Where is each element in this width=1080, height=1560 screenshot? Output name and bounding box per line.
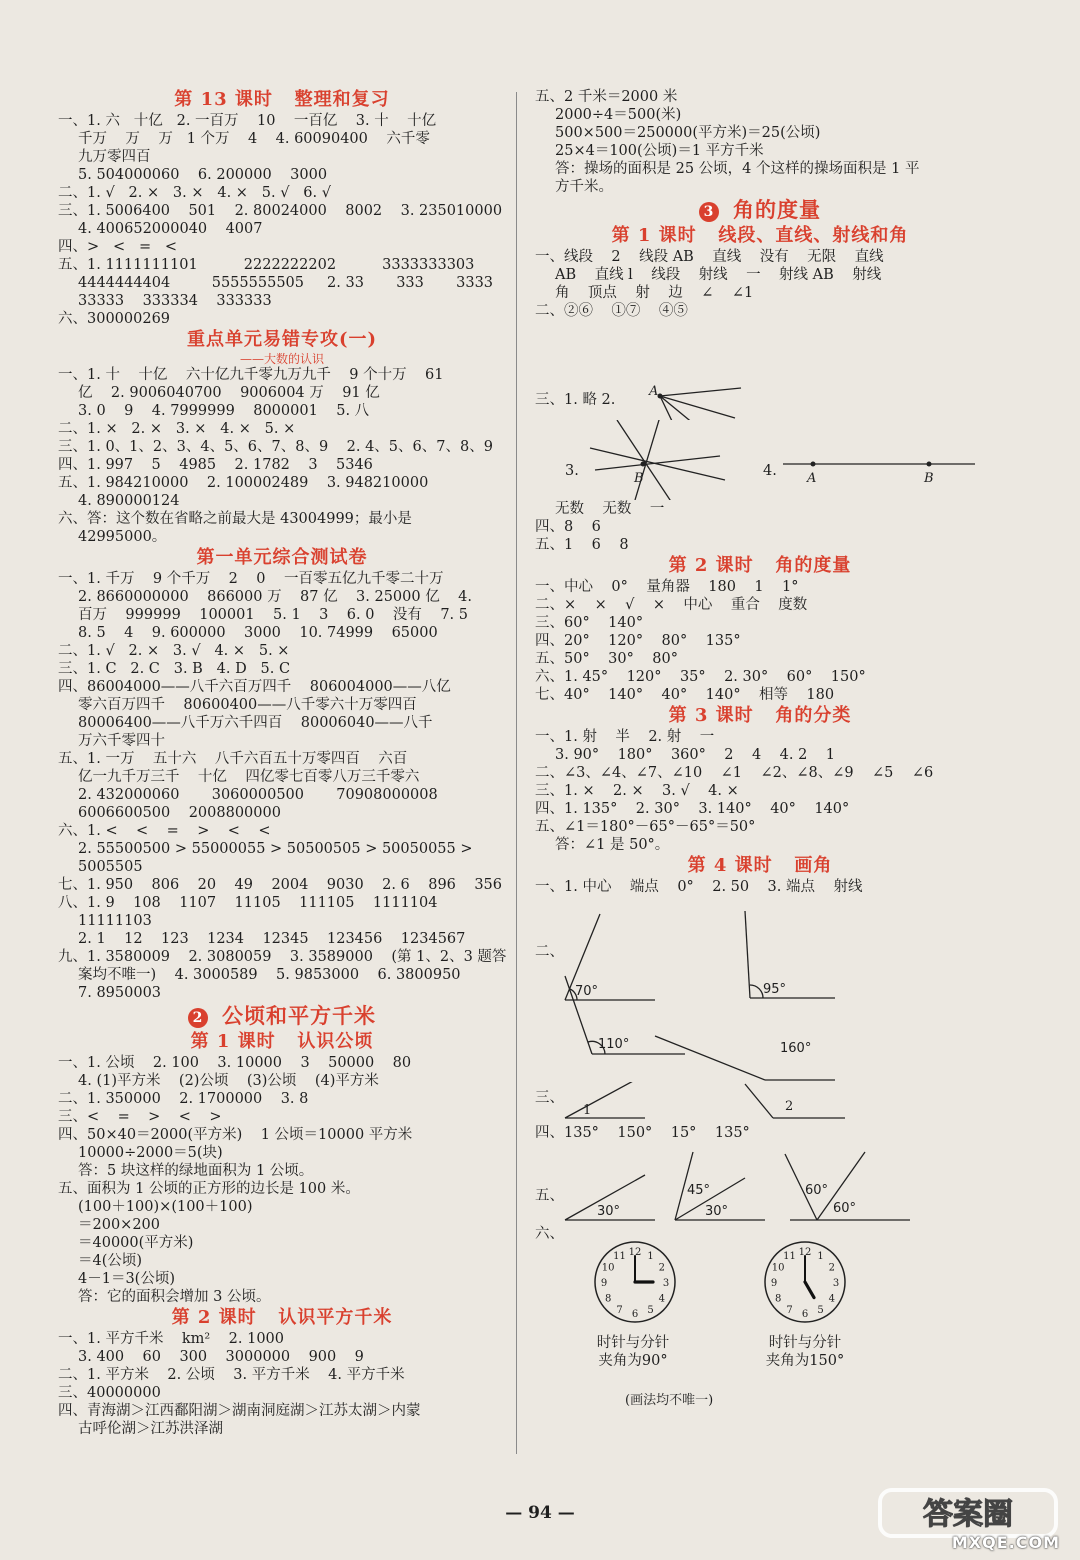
figure-rays-a: [535, 320, 985, 420]
answer-line: 一、1. 公顷 2. 100 3. 10000 3 50000 80: [58, 1055, 412, 1071]
answer-line: 万六千零四十: [78, 733, 165, 749]
clock1-caption-1: 时针与分针: [596, 1335, 670, 1351]
clock-number: 4: [828, 1293, 836, 1305]
answer-line: 五、50° 30° 80°: [535, 651, 678, 667]
clock-number: 12: [628, 1247, 642, 1258]
answer-line: 10000÷2000＝5(块): [78, 1145, 223, 1161]
watermark-url: MXQE.COM: [951, 1533, 1060, 1552]
clock-hand: [805, 1282, 814, 1298]
draw4-line: 四、135° 150° 15° 135°: [535, 1125, 750, 1141]
answer-line: 一、线段 2 线段 AB 直线 没有 无限 直线: [535, 249, 884, 265]
lines-through-b: [590, 420, 725, 500]
clock-number: 6: [631, 1309, 639, 1320]
clock-number: 7: [786, 1304, 793, 1316]
answer-line: 五、面积为 1 公顷的正方形的边长是 100 米。: [58, 1181, 360, 1197]
answer-line: 五、1. 1111111101 2222222202 3333333303: [58, 257, 475, 273]
clock-number: 9: [600, 1278, 608, 1289]
draw3-label: 三、: [535, 1090, 564, 1106]
answer-line: 答：∠1 是 50°。: [555, 837, 670, 853]
clock-number: 1: [647, 1251, 654, 1263]
answer-line: 4－1＝3(公顷): [78, 1271, 175, 1287]
answer-line: 案均不唯一) 4. 3000589 5. 9853000 6. 3800950: [78, 967, 461, 983]
watermark-logo-text: 答案圈: [923, 1497, 1013, 1532]
unit-title: 公顷和平方千米: [222, 1003, 376, 1028]
answer-line: 七、1. 950 806 20 49 2004 9030 2. 6 896 356: [58, 877, 503, 893]
section-heading: 第 1 课时 线段、直线、射线和角: [611, 225, 909, 246]
figure-rays-b: [535, 420, 985, 500]
answer-line: 六、1. 45° 120° 35° 2. 30° 60° 150°: [535, 669, 866, 685]
answer-line: 一、1. 六 十亿 2. 一百万 10 一百亿 3. 十 十亿: [58, 113, 437, 129]
answer-line: 4444444404 5555555505 2. 33 333 3333: [78, 275, 494, 291]
answer-line: AB 直线 l 线段 射线 一 射线 AB 射线: [555, 267, 882, 283]
unit-title: 角的度量: [733, 197, 821, 222]
section-heading: 第一单元综合测试卷: [196, 547, 368, 568]
answer-line: 三、40000000: [58, 1385, 161, 1401]
point-b-label: B: [634, 471, 644, 486]
answer-line: 百万 999999 100001 5. 1 3 6. 0 没有 7. 5: [78, 607, 468, 623]
answer-line: 二、②⑥ ①⑦ ④⑤: [535, 303, 688, 319]
clock-number: 3: [662, 1278, 670, 1289]
figure-draw3: [535, 1082, 985, 1124]
answer-line: 二、1. √ 2. × 3. √ 4. × 5. ×: [58, 643, 290, 659]
answer-line: 无数 无数 一: [555, 501, 665, 517]
answer-line: 四、50×40＝2000(平方米) 1 公顷＝10000 平方米: [58, 1127, 413, 1143]
answer-line: 角 顶点 射 边 ∠ ∠1: [555, 285, 754, 301]
q3b-label: 3.: [565, 463, 579, 479]
answer-line: (100＋100)×(100＋100): [78, 1199, 253, 1215]
answer-line: 500×500＝250000(平方米)＝25(公顷): [555, 125, 821, 141]
answer-line: 五、1. 984210000 2. 100002489 3. 948210000: [58, 475, 429, 491]
clock-number: 3: [832, 1278, 840, 1289]
figure-draw5: [535, 1150, 985, 1224]
answer-line: ＝40000(平方米): [78, 1235, 194, 1251]
answer-line: 4. (1)平方米 (2)公顷 (3)公顷 (4)平方米: [78, 1073, 379, 1089]
answer-line: 2. 432000060 3060000500 70908000008: [78, 787, 438, 803]
answer-line: 3. 0 9 4. 7999999 8000001 5. 八: [78, 403, 370, 419]
answer-line: 零六百万四千 80600400——八千零六十万零四百: [78, 697, 417, 713]
answer-line: 六、300000269: [58, 311, 171, 327]
answer-line: 5005505: [78, 859, 143, 875]
clock-number: 4: [658, 1293, 666, 1305]
answer-line: 九万零四百: [78, 149, 151, 165]
answer-line: 4. 890000124: [78, 493, 180, 509]
answer-line: 方千米。: [555, 179, 613, 195]
answer-line: 一、1. 千万 9 个千万 2 0 一百零五亿九千零二十万: [58, 571, 444, 587]
section-heading: 第 1 课时 认识公顷: [190, 1031, 374, 1052]
answer-line: 九、1. 3580009 2. 3080059 3. 3589000 (第 1、2、3 题答: [58, 949, 507, 965]
right-column: [535, 88, 985, 1410]
answer-line: 25×4＝100(公顷)＝1 平方千米: [555, 143, 764, 159]
clock-number: 5: [647, 1304, 654, 1316]
answer-line: 答：5 块这样的绿地面积为 1 公顷。: [78, 1163, 314, 1179]
answer-line: 一、1. 十 十亿 六十亿九千零九万九千 9 个十万 61: [58, 367, 444, 383]
answer-line: 五、1 6 8: [535, 537, 629, 553]
rays-a-svg: [535, 320, 985, 420]
draw2-label: 二、: [535, 944, 564, 960]
answer-line: 二、1. 平方米 2. 公顷 3. 平方千米 4. 平方千米: [58, 1367, 405, 1383]
answer-line: 五、2 千米＝2000 米: [535, 89, 678, 105]
answer-line: 三、1. 0、1、2、3、4、5、6、7、8、9 2. 4、5、6、7、8、9: [58, 439, 493, 455]
page-number: — 94 —: [505, 1503, 575, 1523]
answer-line: 二、1. 350000 2. 1700000 3. 8: [58, 1091, 309, 1107]
clock-number: 2: [658, 1262, 666, 1274]
unit-number-badge: 2: [188, 1008, 208, 1028]
column-divider: [516, 92, 517, 1454]
answer-line: 42995000。: [78, 529, 167, 545]
section-subheading: ——大数的认识: [239, 352, 324, 366]
draw-angles-svg: [535, 896, 985, 1082]
answer-line: 一、中心 0° 量角器 180 1 1°: [535, 579, 799, 595]
answer-line: ＝200×200: [78, 1217, 161, 1233]
answer-line: 五、∠1＝180°－65°－65°＝50°: [535, 819, 756, 835]
rays-from-a: [660, 388, 741, 420]
q4-label: 4.: [763, 463, 777, 479]
answer-line: 5. 504000060 6. 200000 3000: [78, 167, 328, 183]
answer-line: 二、1. × 2. × 3. × 4. × 5. ×: [58, 421, 296, 437]
answer-line: 7. 8950003: [78, 985, 162, 1001]
section-heading: 第 2 课时 认识平方千米: [171, 1307, 393, 1328]
answer-line: 4. 400652000040 4007: [78, 221, 263, 237]
answer-line: 答：它的面积会增加 3 公顷。: [78, 1289, 271, 1305]
answer-line: 一、1. 射 半 2. 射 一: [535, 729, 715, 745]
rays-b-svg: [535, 420, 985, 500]
answer-line: 七、40° 140° 40° 140° 相等 180: [535, 687, 835, 703]
answer-line: 二、∠3、∠4、∠7、∠10 ∠1 ∠2、∠8、∠9 ∠5 ∠6: [535, 765, 934, 781]
clock-number: 9: [770, 1278, 778, 1289]
clock-number: 7: [616, 1304, 623, 1316]
angle-160: 160°: [780, 1041, 812, 1056]
answer-line: 6006600500 2008800000: [78, 805, 281, 821]
angle-2-label: 2: [785, 1099, 794, 1114]
answer-line: 古呼伦湖＞江苏洪泽湖: [78, 1421, 223, 1437]
clock2-caption-1: 时针与分针: [768, 1335, 842, 1351]
angle-30b: 30°: [705, 1204, 729, 1219]
left-column: [58, 88, 506, 1438]
answer-line: 四、86004000——八千六百万四千 806004000——八亿: [58, 679, 451, 695]
clock-face: [765, 1242, 845, 1322]
clock-face: [595, 1242, 675, 1322]
drawing-note: (画法均不唯一): [625, 1393, 714, 1408]
answer-line: 80006400——八千万六千四百 80006040——八千: [78, 715, 433, 731]
answer-line: 四、20° 120° 80° 135°: [535, 633, 741, 649]
clock-number: 8: [774, 1293, 782, 1305]
angle-110: 110°: [598, 1037, 630, 1052]
clock-number: 12: [798, 1247, 812, 1258]
clock2-caption-2: 夹角为150°: [765, 1353, 845, 1369]
answer-line: 二、× × √ × 中心 重合 度数: [535, 597, 808, 613]
figure-draw-angles: [535, 896, 985, 1082]
angle-30a: 30°: [597, 1204, 621, 1219]
answer-line: 11111103: [78, 913, 152, 929]
clock-number: 5: [817, 1304, 824, 1316]
answer-line: 千万 万 万 1 个万 4 4. 60090400 六千零: [78, 131, 430, 147]
answer-line: 四、1. 997 5 4985 2. 1782 3 5346: [58, 457, 373, 473]
angle-70: 70°: [575, 984, 599, 999]
q3-label: 三、1. 略 2.: [535, 392, 616, 408]
clock-number: 11: [613, 1251, 626, 1263]
section-heading: 第 3 课时 角的分类: [668, 705, 852, 726]
point-a-label: A: [649, 384, 659, 399]
clock1-caption-2: 夹角为90°: [598, 1353, 668, 1369]
line-b-label: B: [924, 471, 934, 486]
unit-number-badge: 3: [699, 202, 719, 222]
answer-line: 三、60° 140°: [535, 615, 644, 631]
answer-line: 四、8 6: [535, 519, 601, 535]
answer-line: 八、1. 9 108 1107 11105 111105 1111104: [58, 895, 438, 911]
answer-line: 三、1. C 2. C 3. B 4. D 5. C: [58, 661, 291, 677]
unit-heading: [58, 1002, 506, 1030]
answer-line: 三、< = > < >: [58, 1109, 222, 1125]
answer-line: 一、1. 平方千米 km² 2. 1000: [58, 1331, 285, 1347]
answer-line: 四、1. 135° 2. 30° 3. 140° 40° 140°: [535, 801, 850, 817]
angle-1-label: 1: [583, 1103, 592, 1118]
section-heading: 第 13 课时 整理和复习: [174, 89, 390, 110]
figure-clocks: [535, 1224, 985, 1392]
answer-line: 3. 400 60 300 3000000 900 9: [78, 1349, 364, 1365]
answer-line: 一、1. 中心 端点 0° 2. 50 3. 端点 射线: [535, 879, 863, 895]
answer-line: 六、答：这个数在省略之前最大是 43004999；最小是: [58, 511, 412, 527]
angle-45: 45°: [687, 1183, 711, 1198]
angle-95: 95°: [763, 982, 787, 997]
answer-line: ＝4(公顷): [78, 1253, 143, 1269]
clock-number: 2: [828, 1262, 836, 1274]
answer-line: 二、1. √ 2. × 3. × 4. × 5. √ 6. √: [58, 185, 331, 201]
clock-number: 8: [604, 1293, 612, 1305]
clock-number: 10: [771, 1262, 785, 1274]
answer-line: 2. 55500500 > 55000055 > 50500505 > 50050055 >: [78, 841, 473, 857]
answer-line: 3. 90° 180° 360° 2 4 4. 2 1: [555, 747, 835, 763]
draw5-svg: [535, 1150, 985, 1224]
section-heading: 重点单元易错专攻(一): [186, 329, 378, 350]
point-a2: [811, 462, 816, 467]
answer-line: 8. 5 4 9. 600000 3000 10. 74999 65000: [78, 625, 438, 641]
answer-line: 六、1. < < = > < <: [58, 823, 271, 839]
answer-line: 亿一九千万三千 十亿 四亿零七百零八万三千零六: [78, 769, 420, 785]
answer-line: 三、1. × 2. × 3. √ 4. ×: [535, 783, 739, 799]
angle-60a: 60°: [805, 1183, 829, 1198]
answer-line: 亿 2. 9006040700 9006004 万 91 亿: [78, 385, 380, 401]
point-b2: [927, 462, 932, 467]
clock-number: 11: [783, 1251, 796, 1263]
clock-number: 10: [601, 1262, 615, 1274]
angle-60b: 60°: [833, 1201, 857, 1216]
answer-line: 三、1. 5006400 501 2. 80024000 8002 3. 235010000: [58, 203, 503, 219]
answer-line: 四、青海湖＞江西鄱阳湖＞湖南洞庭湖＞江苏太湖＞内蒙: [58, 1403, 421, 1419]
answer-line: 2000÷4＝500(米): [555, 107, 682, 123]
answer-line: 2. 1 12 123 1234 12345 123456 1234567: [78, 931, 466, 947]
section-heading: 第 2 课时 角的度量: [668, 555, 852, 576]
line-a-label: A: [807, 471, 817, 486]
unit-heading: [535, 196, 985, 224]
draw5-label: 五、: [535, 1188, 564, 1204]
draw3-svg: [535, 1082, 985, 1124]
answer-line: 四、> < = <: [58, 239, 178, 255]
draw6-label: 六、: [535, 1226, 564, 1242]
answer-line: 2. 8660000000 866000 万 87 亿 3. 25000 亿 4.: [78, 589, 472, 605]
answer-line: 33333 333334 333333: [78, 293, 272, 309]
answer-line: 五、1. 一万 五十六 八千六百五十万零四百 六百: [58, 751, 408, 767]
section-heading: 第 4 课时 画角: [687, 855, 833, 876]
clock-number: 6: [801, 1309, 809, 1320]
point-b: [641, 462, 646, 467]
answer-line: 答：操场的面积是 25 公顷，4 个这样的操场面积是 1 平: [555, 161, 920, 177]
clock-number: 1: [817, 1251, 824, 1263]
